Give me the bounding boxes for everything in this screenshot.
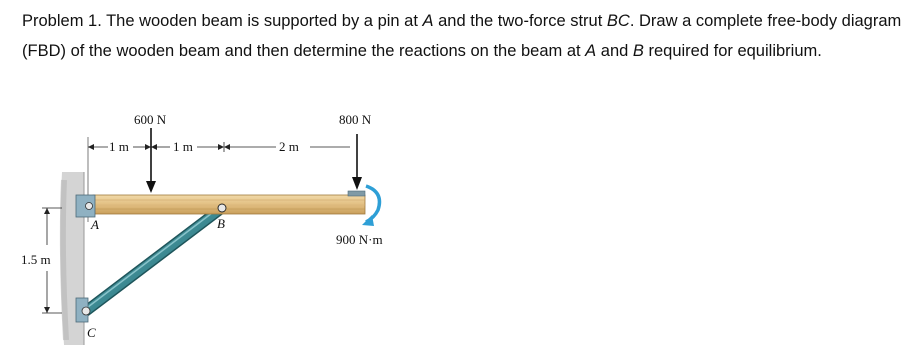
- problem-pin-point: A: [422, 12, 434, 30]
- dimension-height-label: 1.5 m: [21, 252, 51, 267]
- problem-prefix: Problem 1. The wooden beam is supported by a pin at: [22, 12, 423, 30]
- dimension-2-label: 1 m: [173, 139, 193, 154]
- point-c-label: C: [87, 325, 96, 340]
- problem-mid-1: and the two-force strut: [433, 12, 607, 30]
- load-800-label: 800 N: [339, 112, 372, 127]
- problem-strut: BC: [606, 12, 630, 30]
- problem-and: and: [596, 42, 633, 60]
- problem-point-b: B: [632, 42, 644, 60]
- pin-b: [218, 204, 226, 212]
- strut-bc: [86, 207, 222, 311]
- bracket-c: [76, 298, 90, 322]
- dimension-1-label: 1 m: [109, 139, 129, 154]
- problem-point-a: A: [585, 42, 597, 60]
- wooden-beam: [93, 195, 365, 214]
- point-a-label: A: [91, 217, 99, 232]
- point-b-label: B: [217, 216, 225, 231]
- load-600-arrow: [146, 128, 156, 193]
- problem-mid-2: . Draw a complete free-body diagram (FBD) of the wooden beam and then determine the reactions on the beam at: [22, 12, 902, 60]
- load-600-label: 600 N: [134, 112, 167, 127]
- load-800-arrow: [352, 134, 362, 190]
- end-plate: [348, 191, 365, 196]
- dimension-3-label: 2 m: [279, 139, 299, 154]
- problem-suffix: required for equilibrium.: [643, 42, 822, 60]
- bracket-a: [76, 195, 95, 217]
- moment-label: 900 N·m: [336, 232, 383, 247]
